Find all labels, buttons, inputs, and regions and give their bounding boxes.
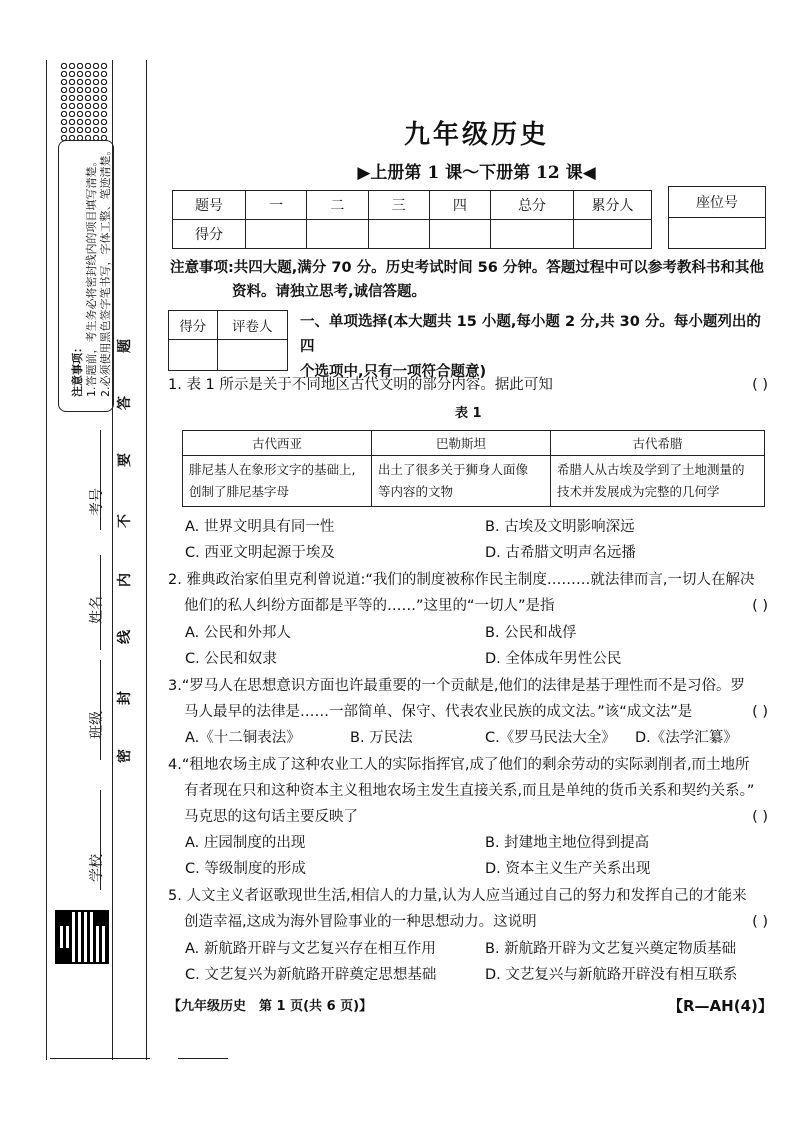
seat-label: 座位号	[669, 187, 766, 218]
score-table-header: 三	[368, 191, 429, 220]
score-table-header: 题号	[173, 191, 246, 220]
option-d[interactable]: D. 古希腊文明声名远播	[485, 545, 636, 561]
score-row-label: 得分	[173, 220, 246, 249]
option-a[interactable]: A. 世界文明具有同一性	[185, 519, 335, 535]
table-cell: 腓尼基人在象形文字的基础上, 创制了腓尼基字母	[183, 456, 372, 507]
score-cell[interactable]	[246, 220, 307, 249]
option-a[interactable]: A. 庄园制度的出现	[185, 835, 306, 851]
option-a[interactable]: A. 新航路开辟与文艺复兴存在相互作用	[185, 941, 436, 957]
answer-bracket[interactable]: ( )	[752, 914, 768, 930]
question-4: 4.“租地农场主成了这种农业工人的实际指挥官,成了他们的剩余劳动的实际剥削者,而土地所 有者现在只和这种资本主义租地农场主发生直接关系,而且是单纯的货币关系和契约关系。” 马克思的这句话主要反映了 ( )	[168, 752, 768, 830]
option-b[interactable]: B. 新航路开辟为文艺复兴奠定物质基础	[485, 941, 737, 957]
seal-char: 密	[117, 749, 133, 763]
seal-char: 线	[117, 630, 133, 644]
option-a[interactable]: A.《十二铜表法》	[185, 730, 301, 746]
grader-score-label: 得分	[169, 311, 218, 340]
section-heading: 一、单项选择(本大题共 15 小题,每小题 2 分,共 30 分。每小题列出的四 个选项中,只有一项符合题意)	[300, 314, 761, 380]
footer-code: 【R—AH(4)】	[668, 997, 773, 1015]
grader-score-field[interactable]	[169, 340, 218, 371]
score-table-header: 二	[307, 191, 368, 220]
table-caption: 表 1	[455, 406, 482, 421]
option-b[interactable]: B. 万民法	[350, 730, 413, 746]
binding-notice-text: 注意事项： 1.答题前，考生务必将密封线内的项目填写清楚。 2.必须使用黑色签字笔书写，字体工整、笔迹清楚。	[71, 144, 112, 397]
school-label: 学校	[89, 854, 105, 882]
seat-table	[668, 186, 766, 249]
table-cell: 出土了很多关于狮身人面像 等内容的文物	[372, 456, 551, 507]
table-header: 巴勒斯坦	[372, 431, 551, 456]
seal-char: 答	[117, 396, 133, 410]
table-cell: 希腊人从古埃及学到了土地测量的 技术并发展成为完整的几何学	[551, 456, 765, 507]
option-a[interactable]: A. 公民和外邦人	[185, 625, 291, 641]
seat-field[interactable]	[669, 218, 766, 249]
exam-number-label: 考号	[89, 488, 105, 516]
page-subtitle: ▶上册第 1 课～下册第 12 课◀	[357, 163, 596, 183]
question-2: 2. 雅典政治家伯里克利曾说道:“我们的制度被称作民主制度………就法律而言,一切人在解决 他们的私人纠纷方面都是平等的……”这里的“一切人”是指 ( )	[168, 567, 768, 619]
table-header: 古代希腊	[551, 431, 765, 456]
footer-page-info: 【九年级历史 第 1 页(共 6 页)】	[168, 999, 373, 1014]
binding-notice-box	[58, 140, 114, 412]
page-title: 九年级历史	[403, 120, 549, 150]
option-c[interactable]: C.《罗马民法大全》	[485, 730, 616, 746]
grader-table	[168, 310, 288, 371]
option-d[interactable]: D. 资本主义生产关系出现	[485, 861, 651, 877]
qr-code	[55, 910, 109, 964]
hole-punch-pattern	[60, 62, 108, 142]
answer-bracket[interactable]: ( )	[752, 809, 768, 825]
option-b[interactable]: B. 封建地主地位得到提高	[485, 835, 650, 851]
binding-strip	[0, 0, 160, 1123]
seal-line	[146, 60, 147, 1060]
exam-notice: 注意事项:共四大题,满分 70 分。历史考试时间 56 分钟。答题过程中可以参考教科书和其他 资料。请独立思考,诚信答题。	[170, 260, 764, 300]
option-c[interactable]: C. 文艺复兴为新航路开辟奠定思想基础	[185, 967, 437, 983]
civilization-table	[182, 430, 765, 507]
seal-char: 内	[117, 573, 133, 587]
score-cell[interactable]	[574, 220, 652, 249]
grader-reviewer-label: 评卷人	[217, 311, 287, 340]
score-table-header: 一	[246, 191, 307, 220]
seal-char: 不	[117, 514, 133, 528]
class-label: 班级	[89, 711, 105, 739]
binding-line-inner	[112, 60, 113, 1060]
school-field[interactable]	[100, 790, 101, 890]
seal-char: 要	[117, 453, 133, 467]
option-c[interactable]: C. 公民和奴隶	[185, 651, 277, 667]
seal-char: 封	[117, 691, 133, 705]
seal-char: 题	[117, 339, 133, 353]
option-d[interactable]: D. 文艺复兴与新航路开辟没有相互联系	[485, 967, 738, 983]
option-d[interactable]: D.《法学汇纂》	[635, 730, 738, 746]
score-cell[interactable]	[491, 220, 574, 249]
score-cell[interactable]	[429, 220, 490, 249]
table-header: 古代西亚	[183, 431, 372, 456]
option-d[interactable]: D. 全体成年男性公民	[485, 651, 622, 667]
question-5: 5. 人文主义者讴歌现世生活,相信人的力量,认为人应当通过自己的努力和发挥自己的才能来 创造幸福,这成为海外冒险事业的一种思想动力。这说明 ( )	[168, 883, 768, 935]
question-1: 1. 表 1 所示是关于不同地区古代文明的部分内容。据此可知 ( )	[168, 372, 768, 398]
score-table-header: 累分人	[574, 191, 652, 220]
option-b[interactable]: B. 公民和战俘	[485, 625, 577, 641]
score-cell[interactable]	[368, 220, 429, 249]
exam-number-field[interactable]	[100, 430, 101, 530]
binding-line-outer	[46, 60, 47, 1060]
bottom-rule	[50, 1058, 150, 1059]
grader-reviewer-field[interactable]	[217, 340, 287, 371]
bottom-rule	[178, 1058, 228, 1059]
answer-bracket[interactable]: ( )	[752, 598, 768, 614]
score-table-header: 总分	[491, 191, 574, 220]
option-c[interactable]: C. 西亚文明起源于埃及	[185, 545, 335, 561]
answer-bracket[interactable]: ( )	[752, 704, 768, 720]
option-b[interactable]: B. 古埃及文明影响深远	[485, 519, 635, 535]
score-table-header: 四	[429, 191, 490, 220]
score-cell[interactable]	[307, 220, 368, 249]
name-field[interactable]	[100, 555, 101, 650]
class-field[interactable]	[100, 660, 101, 760]
answer-bracket[interactable]: ( )	[752, 377, 768, 393]
score-table	[172, 190, 652, 249]
name-label: 姓名	[89, 596, 105, 624]
option-c[interactable]: C. 等级制度的形成	[185, 861, 306, 877]
question-3: 3.“罗马人在思想意识方面也许最重要的一个贡献是,他们的法律是基于理性而不是习俗。罗 马人最早的法律是……一部简单、保守、代表农业民族的成文法。”该“成文法”是 ( )	[168, 673, 768, 725]
